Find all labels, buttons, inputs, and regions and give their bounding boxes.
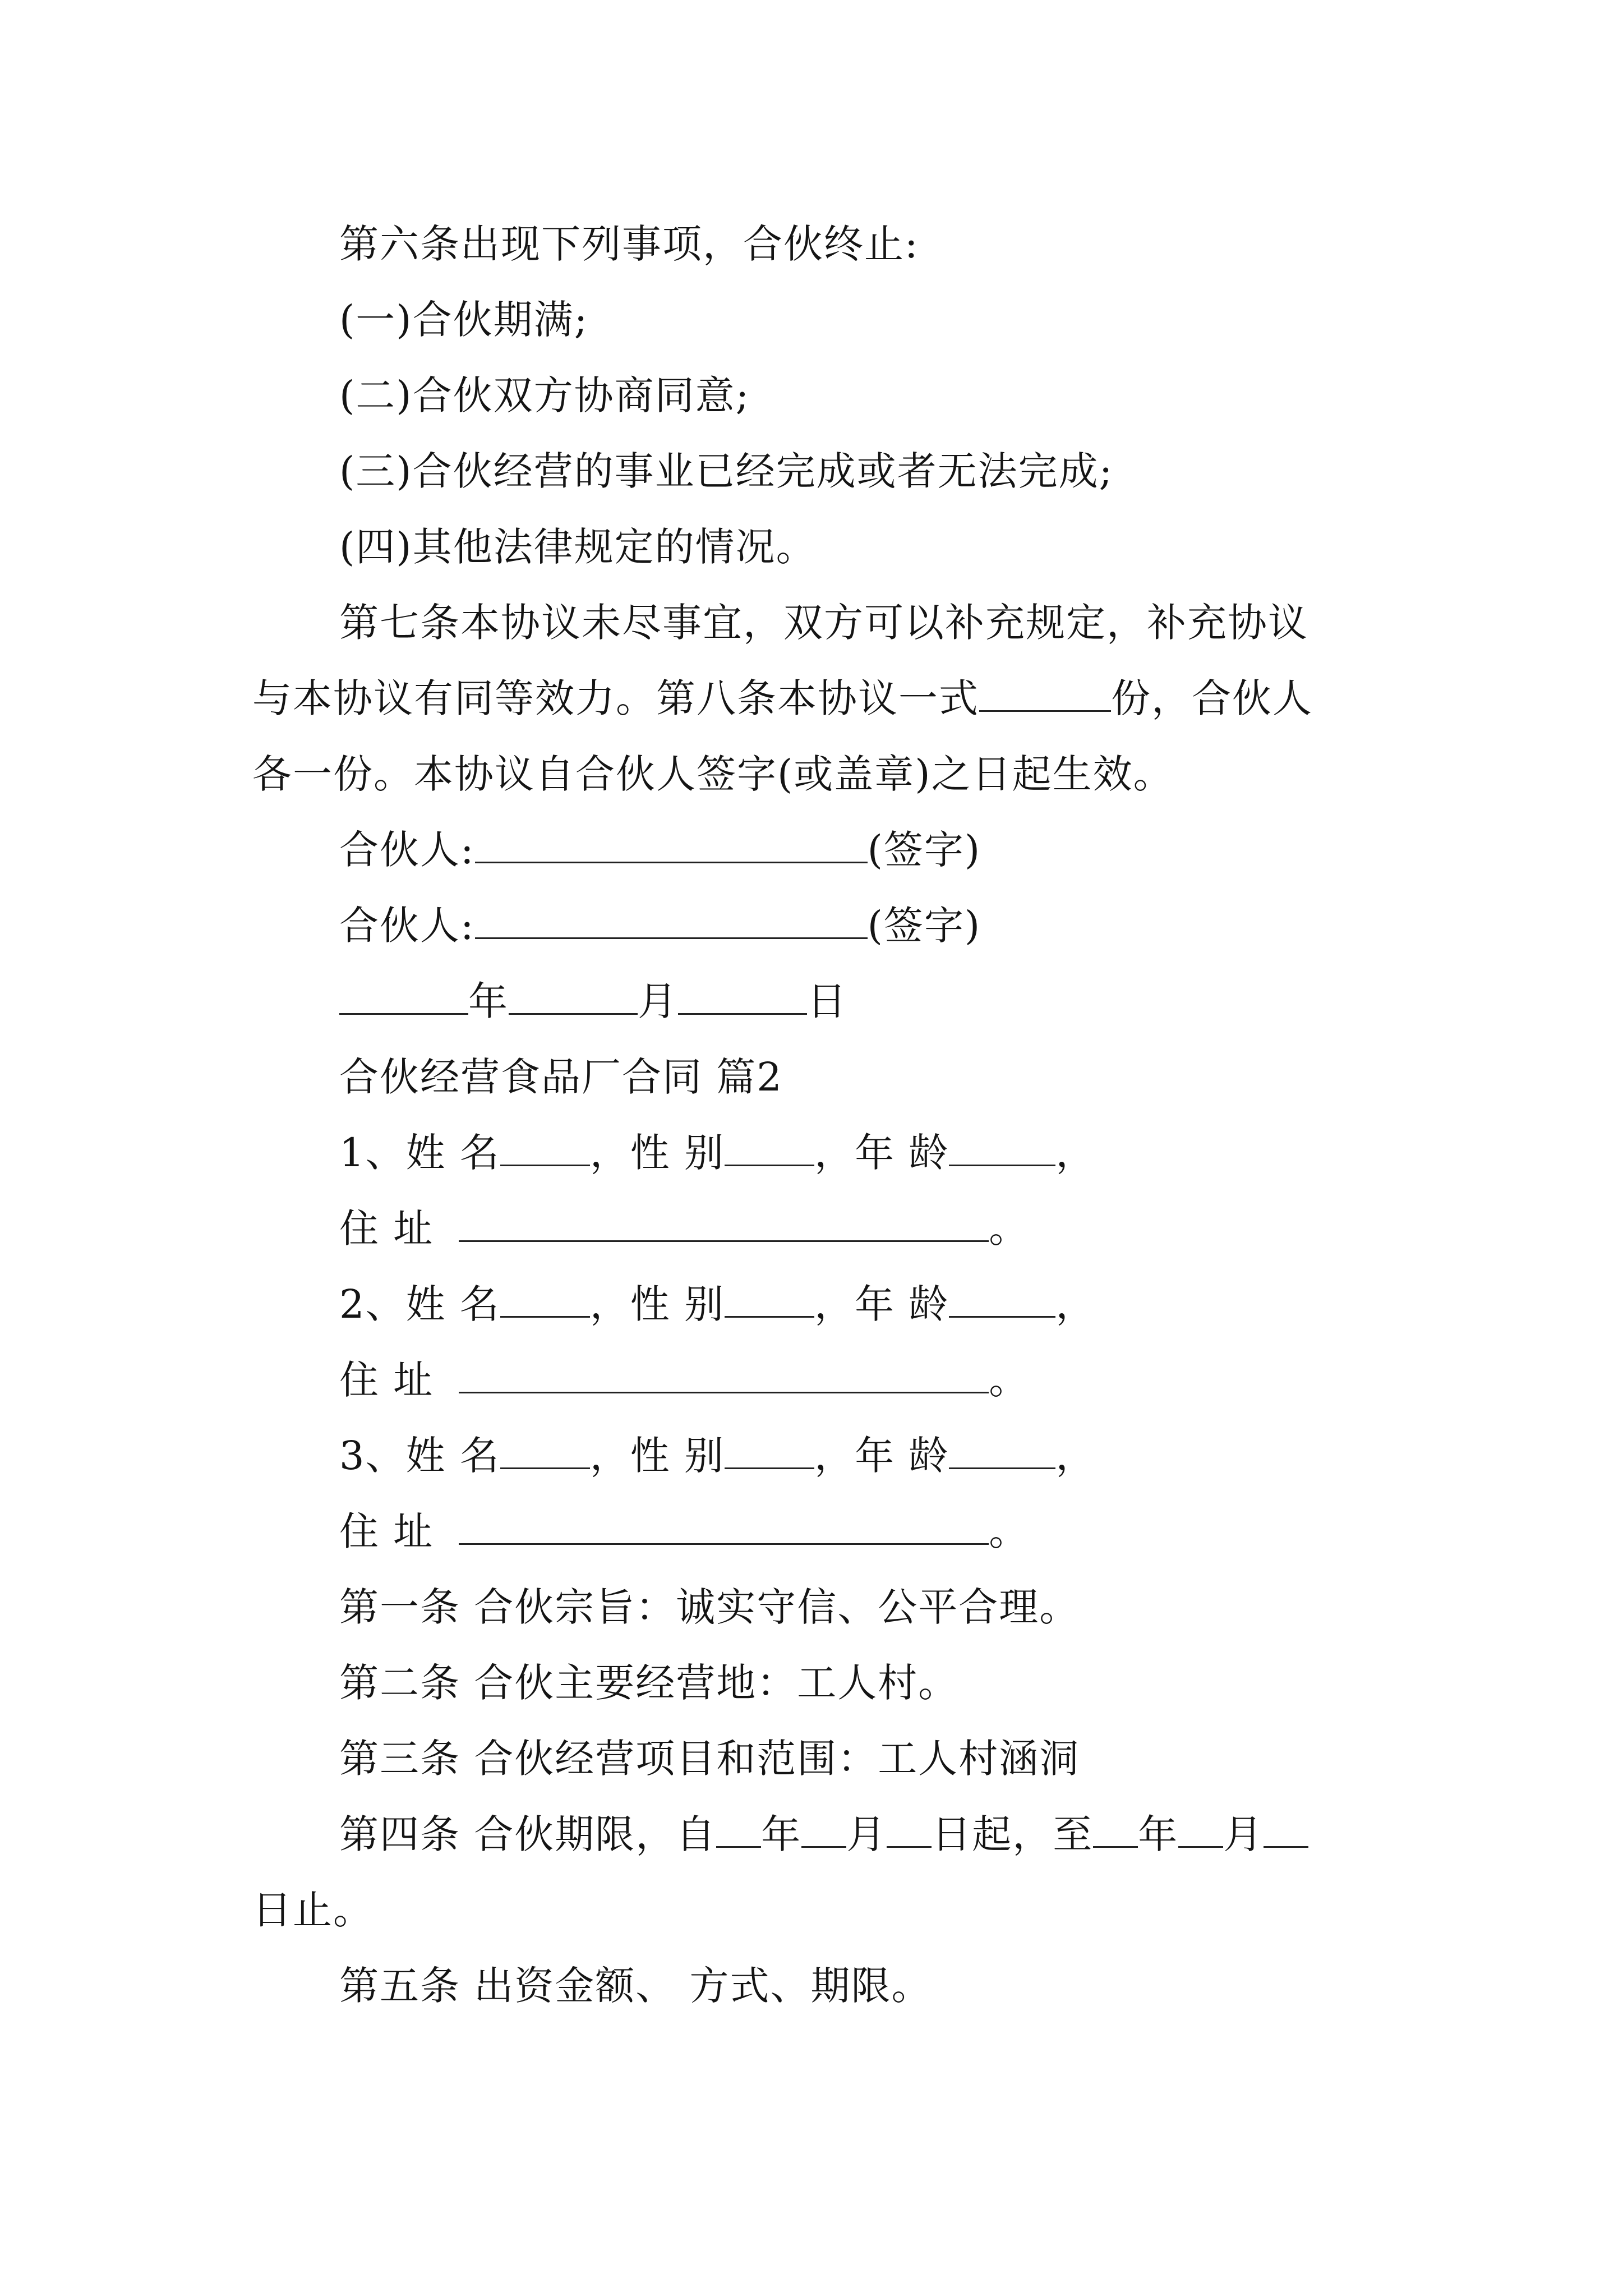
- name-blank: [500, 1130, 590, 1166]
- person-3-address: [339, 1503, 1029, 1559]
- article-4-year-2: 年: [1138, 1811, 1179, 1857]
- person-1-address: [339, 1200, 1029, 1257]
- signing-date: [339, 973, 847, 1029]
- address-end: 。: [989, 1508, 1030, 1554]
- article-1: 第一条 合伙宗旨：诚实守信、公平合理。: [339, 1584, 1080, 1630]
- age-blank: [949, 1433, 1055, 1469]
- article-4-month-2: 月: [1223, 1811, 1264, 1857]
- name-blank: [500, 1433, 590, 1469]
- article-5: 第五条 出资金额、 方式、期限。: [339, 1963, 932, 2009]
- article-7-line-3: 各一份。本协议自合伙人签字(或盖章)之日起生效。: [252, 751, 1174, 797]
- age-blank: [949, 1130, 1055, 1166]
- address-end: 。: [989, 1357, 1030, 1403]
- date-year: 年: [468, 978, 509, 1024]
- date-month: 月: [638, 978, 678, 1024]
- person-row-end: ，: [1055, 1281, 1096, 1327]
- address-blank: [459, 1357, 989, 1393]
- end-year-blank: [1093, 1811, 1138, 1848]
- article-4-year: 年: [761, 1811, 802, 1857]
- article-4-month: 月: [846, 1811, 887, 1857]
- article-4-from: 日起，至: [932, 1811, 1094, 1857]
- person-3-row: [339, 1428, 1096, 1484]
- article-6-item-1: (一)合伙期满;: [339, 297, 589, 343]
- sex-blank: [725, 1281, 814, 1318]
- article-6-title: 第六条出现下列事项，合伙终止:: [339, 221, 919, 267]
- copies-blank: [979, 675, 1111, 712]
- address-blank: [459, 1205, 989, 1242]
- end-day-blank: [1264, 1811, 1308, 1848]
- article-4-line-2: 日止。: [252, 1887, 374, 1933]
- name-blank: [500, 1281, 590, 1318]
- person-row-end: ，: [1055, 1433, 1096, 1479]
- address-label: 住 址: [339, 1357, 434, 1403]
- signature-blank: [475, 903, 868, 939]
- person-age-label: ，年 龄: [814, 1130, 949, 1176]
- day-blank: [678, 978, 807, 1015]
- date-day: 日: [807, 978, 847, 1024]
- person-age-label: ，年 龄: [814, 1281, 949, 1327]
- person-number: 2、: [339, 1281, 406, 1327]
- person-number: 3、: [339, 1433, 406, 1479]
- person-name-label: 姓 名: [405, 1281, 500, 1327]
- article-7-line-2-end: 份，合伙人: [1111, 675, 1313, 721]
- address-label: 住 址: [339, 1508, 434, 1554]
- signature-suffix: (签字): [867, 903, 981, 949]
- article-3: 第三条 合伙经营项目和范围：工人村涵洞: [339, 1736, 1080, 1782]
- section-2-title: 合伙经营食品厂合同 篇2: [339, 1054, 783, 1100]
- article-6-item-3: (三)合伙经营的事业已经完成或者无法完成;: [339, 448, 1114, 494]
- person-sex-label: ，性 别: [589, 1130, 725, 1176]
- partner-label: 合伙人:: [339, 903, 475, 949]
- partner-label: 合伙人:: [339, 827, 475, 873]
- article-7-line-1: 第七条本协议未尽事宜，双方可以补充规定，补充协议: [339, 600, 1308, 646]
- sex-blank: [725, 1130, 814, 1166]
- person-number: 1、: [339, 1130, 406, 1176]
- person-sex-label: ，性 别: [589, 1433, 725, 1479]
- article-7-line-2: [252, 670, 1313, 726]
- partner-signature-1: [339, 822, 981, 878]
- signature-suffix: (签字): [867, 827, 981, 873]
- person-sex-label: ，性 别: [589, 1281, 725, 1327]
- person-name-label: 姓 名: [405, 1433, 500, 1479]
- signature-blank: [475, 827, 868, 863]
- start-month-blank: [801, 1811, 846, 1848]
- article-4-text: 第四条 合伙期限，自: [339, 1811, 717, 1857]
- address-label: 住 址: [339, 1205, 434, 1251]
- month-blank: [509, 978, 638, 1015]
- person-name-label: 姓 名: [405, 1130, 500, 1176]
- person-2-address: [339, 1352, 1029, 1408]
- start-day-blank: [887, 1811, 932, 1848]
- article-6-item-2: (二)合伙双方协商同意;: [339, 372, 750, 418]
- partner-signature-2: [339, 898, 981, 954]
- person-age-label: ，年 龄: [814, 1433, 949, 1479]
- age-blank: [949, 1281, 1055, 1318]
- article-7-line-2-text: 与本协议有同等效力。第八条本协议一式: [252, 675, 979, 721]
- start-year-blank: [716, 1811, 761, 1848]
- person-1-row: [339, 1125, 1096, 1181]
- article-6-item-4: (四)其他法律规定的情况。: [339, 524, 817, 570]
- year-blank: [339, 978, 468, 1015]
- sex-blank: [725, 1433, 814, 1469]
- end-month-blank: [1178, 1811, 1223, 1848]
- article-4-line-1: [339, 1806, 1308, 1862]
- address-end: 。: [989, 1205, 1030, 1251]
- person-row-end: ，: [1055, 1130, 1096, 1176]
- person-2-row: [339, 1276, 1096, 1332]
- article-2: 第二条 合伙主要经营地：工人村。: [339, 1660, 959, 1706]
- address-blank: [459, 1508, 989, 1545]
